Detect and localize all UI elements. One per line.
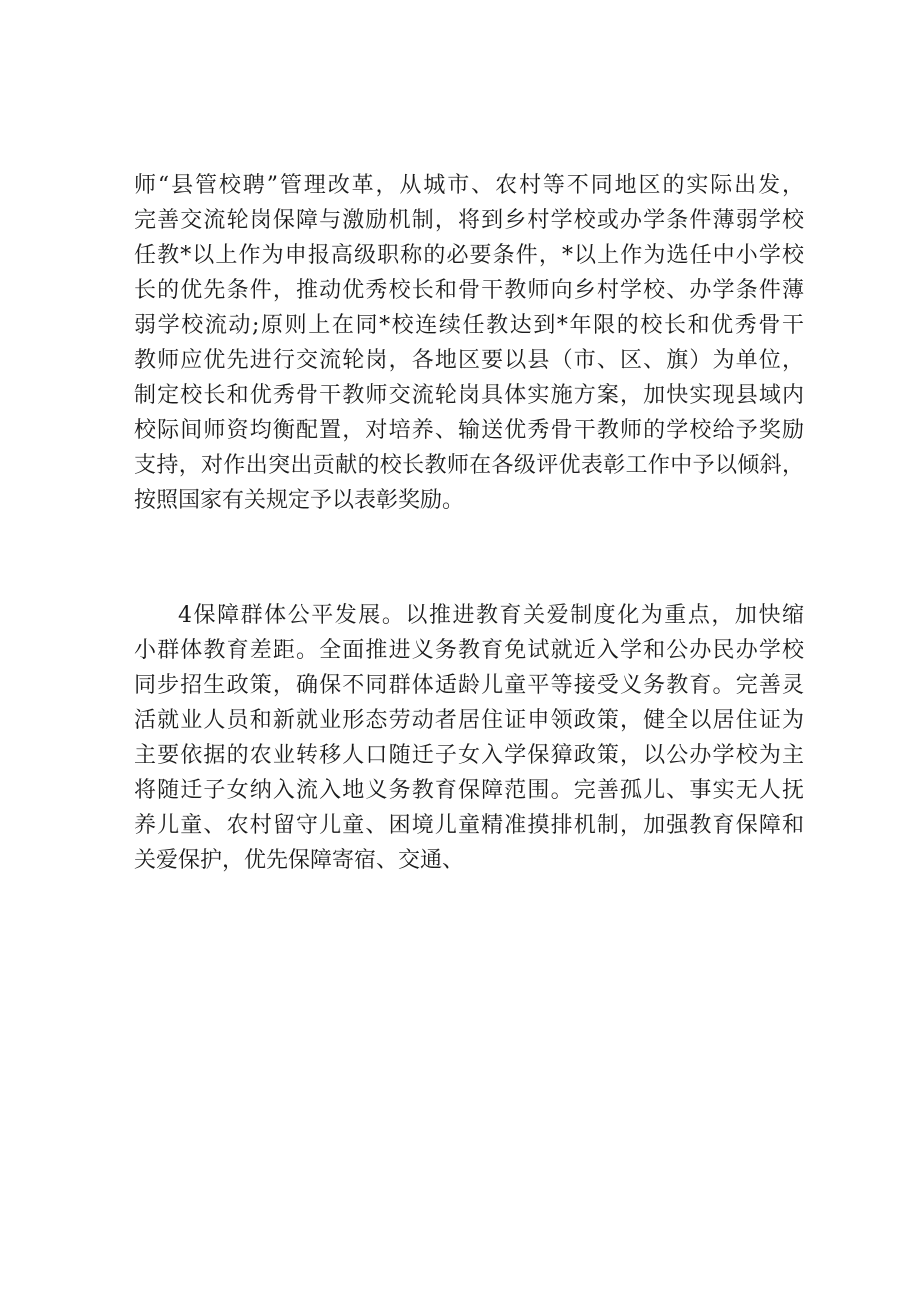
paragraph-line: 弱学校流动;原则上在同*校连续任教达到*年限的校长和优秀骨干 [134, 313, 804, 338]
paragraph-line: 养儿童、农村留守儿童、困境儿童精准摸排机制，加强教育保障和 [134, 813, 804, 838]
paragraph-line: 主要依据的农业转移人口随迁子女入学保獐政策，以公办学校为主 [134, 743, 804, 768]
paragraph-line: 小群体教育差距。全面推进义务教育免试就近入学和公办民办学校 [134, 638, 804, 663]
paragraph-line: 完善交流轮岗保障与激励机制，将到乡村学校或办学条件薄弱学校 [134, 208, 804, 233]
paragraph-line: 支持，对作出突出贡献的校长教师在各级评优表彰工作中予以倾斜， [134, 453, 804, 478]
paragraph-line: 校际间师资均衡配置，对培养、输送优秀骨干教师的学校给予奖励 [134, 418, 804, 443]
paragraph-first-line: 4保障群体公平发展。以推进教育关爱制度化为重点，加快缩 [178, 603, 804, 628]
paragraph-line: 师“县管校聘”管理改革，从城市、农村等不同地区的实际出发， [134, 173, 804, 198]
paragraph-teacher-rotation [134, 168, 804, 518]
paragraph-line: 任教*以上作为申报高级职称的必要条件，*以上作为选任中小学校 [134, 243, 804, 268]
paragraph-line: 按照国家有关规定予以表彰奖励。 [134, 488, 465, 513]
paragraph-line: 同步招生政策，确保不同群体适龄儿童平等接受义务教育。完善灵 [134, 673, 804, 698]
paragraph-line: 关爱保护，优先保障寄宿、交通、 [134, 848, 465, 873]
paragraph-line: 活就业人员和新就业形态劳动者居住证申领政策，健全以居住证为 [134, 708, 804, 733]
paragraph-line: 长的优先条件，推动优秀校长和骨干教师向乡村学校、办学条件薄 [134, 278, 804, 303]
paragraph-line: 制定校长和优秀骨干教师交流轮岗具体实施方案，加快实现县域内 [134, 383, 804, 408]
paragraph-line: 教师应优先进行交流轮岗，各地区要以县（市、区、旗）为单位， [134, 348, 804, 373]
paragraph-group-equity [134, 598, 804, 878]
paragraph-line: 将随迁子女纳入流入地义务教育保障范围。完善孤儿、事实无人抚 [134, 778, 804, 803]
